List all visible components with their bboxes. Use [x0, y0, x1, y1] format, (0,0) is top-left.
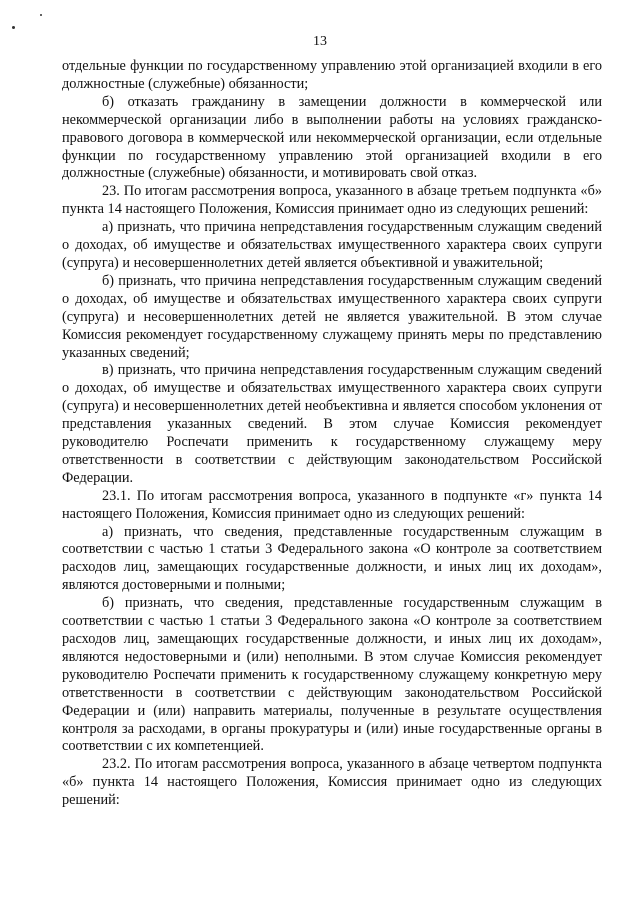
paragraph-continuation: отдельные функции по государственному управлению этой организацией входили в его должностные (служебные) обязанности; [62, 58, 602, 92]
scan-speck [12, 26, 15, 29]
paragraph-23-1-b: б) признать, что сведения, представленные государственным служащим в соответствии с частью 1 статьи 3 Федерального закона «О контроле за соответствием расходов лиц, замещающих государственные должности, и иных лиц их доходам», являются недостоверными и (или) неполными. В этом случае Комиссия рекомендует руководителю Роспечати применить к государственному служащему конкретную меру ответственности в соответствии с действующим законодательством Российской Федерации и (или) направить материалы, полученные в результате осуществления контроля за расходами, в органы прокуратуры и (или) иные государственные органы в соответствии с их компетенцией. [62, 595, 602, 755]
paragraph-23: 23. По итогам рассмотрения вопроса, указанного в абзаце третьем подпункта «б» пункта 14 настоящего Положения, Комиссия принимает одно из следующих решений: [62, 183, 602, 218]
paragraph-23-b: б) признать, что причина непредставления государственным служащим сведений о доходах, об имуществе и обязательствах имущественного характера своих супруги (супруга) и несовершеннолетних детей не является уважительной. В этом случае Комиссия рекомендует государственному служащему принять меры по представлению указанных сведений; [62, 272, 602, 361]
paragraph-23-2: 23.2. По итогам рассмотрения вопроса, указанного в абзаце четвертом подпункта «б» пункта 14 настоящего Положения, Комиссия принимает одно из следующих решений: [62, 756, 602, 809]
paragraph-23-1: 23.1. По итогам рассмотрения вопроса, указанного в подпункте «г» пункта 14 настоящего Положения, Комиссия принимает одно из следующих решений: [62, 487, 602, 522]
scan-speck [40, 14, 42, 16]
page-number: 13 [313, 34, 327, 49]
paragraph-23-v: в) признать, что причина непредставления государственным служащим сведений о доходах, об имуществе и обязательствах имущественного характера своих супруги (супруга) и несовершеннолетних детей необъективна и является способом уклонения от представления указанных сведений. В этом случае Комиссия рекомендует руководителю Роспечати применить к государственному служащему меру ответственности в соответствии с действующим законодательством Российской Федерации. [62, 362, 602, 486]
paragraph-23-a: а) признать, что причина непредставления государственным служащим сведений о доходах, об имуществе и обязательствах имущественного характера своих супруги (супруга) и несовершеннолетних детей является объективной и уважительной; [62, 219, 602, 271]
paragraph-23-1-a: а) признать, что сведения, представленные государственным служащим в соответствии с частью 1 статьи 3 Федерального закона «О контроле за соответствием расходов лиц, замещающих государственные должности, и иных лиц их доходам», являются достоверными и полными; [62, 523, 602, 594]
document-body [62, 58, 602, 810]
paragraph-item-b: б) отказать гражданину в замещении должности в коммерческой или некоммерческой организации либо в выполнении работы на условиях гражданско-правового договора в коммерческой или некоммерческой организации, если отдельные функции по государственному управлению этой организацией входили в его должностные (служебные) обязанности, и мотивировать свой отказ. [62, 93, 602, 182]
